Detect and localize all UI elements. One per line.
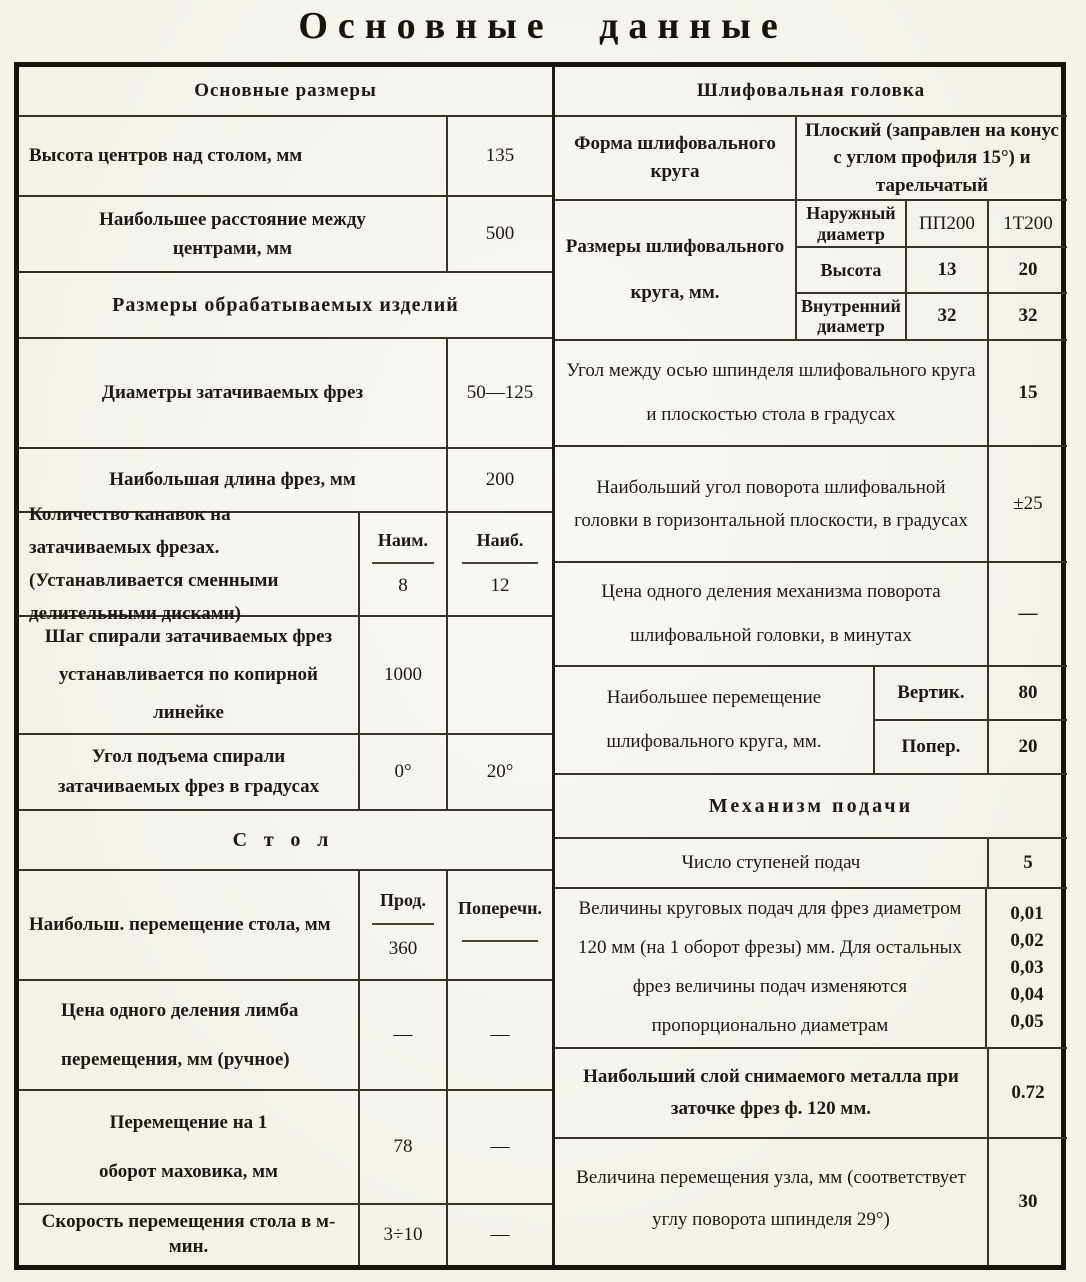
feed-value: 0,05 [1010,1011,1044,1032]
left-section-header: Основные размеры [19,67,552,117]
row-label: Высота центров над столом, мм [29,144,303,166]
subrow-value: 13 [905,248,987,291]
section-title: Размеры обрабатываемых изделий [112,294,459,316]
right-section-header: Шлифовальная головка [555,67,1067,117]
row-column-max [446,513,552,615]
row-value: 135 [446,117,552,195]
table-row [19,1205,552,1265]
right-section [555,67,1067,1265]
table-row [555,1049,1067,1139]
subrow-value: 32 [905,294,987,339]
section-row [555,775,1067,839]
column-value: 20° [446,735,552,809]
row-label: Наибольшее расстояние между центрами, мм [99,208,366,259]
column-value: — [446,1091,552,1203]
column-value [446,617,552,733]
left-section [19,67,555,1265]
column-header: Наим. [377,530,429,551]
row-label: Размеры шлифовального круга, мм. [565,236,785,303]
row-label: Наибольшее перемещение шлифовального круга, мм. [606,687,822,752]
row-value: ±25 [987,447,1067,561]
table-row [555,447,1067,563]
column-header: Прод. [379,889,427,910]
wheel-size-subtable [795,201,1067,339]
column-value: 78 [358,1091,446,1203]
subrow-value: 20 [987,721,1067,773]
row-column-longitudinal [358,871,446,979]
row-label: Количество канавок на затачиваемых фрезах. (Устанавливается сменными делительными дисками) [29,503,279,625]
row-label: Угол между осью шпинделя шлифовального круга и плоскостью стола в градусах [566,360,976,425]
table-row [19,981,552,1091]
row-label: Наибольший угол поворота шлифовальной головки в горизонтальной плоскости, в градусах [574,476,968,531]
column-value: 8 [398,575,408,597]
max-travel-subtable [873,667,1067,773]
table-row [555,889,1067,1049]
row-value: — [987,563,1067,665]
feed-value: 0,01 [1010,903,1044,924]
column-header: Поперечн. [458,898,542,919]
row-value: 15 [987,341,1067,445]
table-row [19,617,552,735]
table-row [555,839,1067,889]
column-value: — [446,981,552,1089]
row-value: 30 [987,1139,1067,1265]
table-row [19,735,552,811]
subrow-label: Вертик. [897,681,965,703]
subrow-label: Высота [820,259,882,280]
subrow-value: 20 [987,248,1067,291]
row-label: Перемещение на 1 оборот маховика, мм [98,1111,278,1182]
row-label: Шаг спирали затачиваемых фрез устанавливается по копирной линейке [44,626,333,723]
feed-value: 0,02 [1010,930,1044,951]
row-value: 0.72 [987,1049,1067,1137]
table-row [19,503,552,625]
column-header: Наиб. [476,530,524,551]
section-title: Механизм подачи [708,795,914,817]
row-label: Диаметры затачиваемых фрез [101,381,364,403]
subrow-label: Попер. [901,735,961,757]
feed-value: 0,04 [1010,984,1044,1005]
column-value: — [446,1205,552,1265]
column-value: 360 [388,937,418,959]
column-divider [462,562,539,564]
section-row [19,811,552,871]
subrow-label: Наружный диаметр [806,203,896,244]
row-value: 5 [987,839,1067,887]
column-divider [372,562,434,564]
row-label: Наибольший слой снимаемого металла при заточке фрез ф. 120 мм. [583,1065,959,1119]
row-value: 200 [446,449,552,511]
row-value: 50—125 [446,339,552,447]
table-row [555,201,1067,341]
subrow-value: ПП200 [905,201,987,246]
subrow-label: Внутренний диаметр [801,295,901,337]
row-label: Наибольшая длина фрез, мм [109,468,356,490]
table-row [555,341,1067,447]
table-row [555,667,1067,775]
subtable-row [797,248,1067,293]
subrow-value: 32 [987,294,1067,339]
row-column-transverse [446,871,552,979]
row-value: Плоский (заправлен на конус с углом профиля 15°) и тарельчатый [795,117,1067,199]
subtable-row [797,201,1067,248]
table-row [19,117,552,197]
row-label: Цена одного деления механизма поворота шлифовальной головки, в минутах [601,581,941,646]
row-label: Наибольш. перемещение стола, мм [29,913,331,935]
column-divider [462,940,539,942]
subrow-value: 1Т200 [987,201,1067,246]
row-label: Величины круговых подач для фрез диаметром 120 мм (на 1 оборот фрезы) мм. Для остальных фрез величины подач изменяются пропорционально диаметрам [578,898,962,1036]
table-row [555,563,1067,667]
table-row [555,1139,1067,1265]
table-row [19,339,552,449]
feed-values-list [985,889,1067,1047]
column-value: — [358,981,446,1089]
row-value: 500 [446,197,552,271]
column-value: 1000 [358,617,446,733]
column-value: 3÷10 [358,1205,446,1265]
row-label: Скорость перемещения стола в м-мин. [41,1211,336,1257]
row-column-min [358,513,446,615]
subtable-row [875,721,1067,773]
feed-value: 0,03 [1010,957,1044,978]
spec-table [14,62,1066,1270]
subtable-row [797,294,1067,339]
row-label: Величина перемещения узла, мм (соответствует углу поворота шпинделя 29°) [576,1167,966,1230]
row-label: Форма шлифовального круга [574,132,776,182]
subrow-value: 80 [987,667,1067,719]
table-row [19,197,552,273]
section-row [19,273,552,339]
column-value: 0° [358,735,446,809]
row-label: Угол подъема спирали затачиваемых фрез в градусах [57,745,320,797]
section-title: Стол [232,829,346,851]
column-divider [372,923,434,925]
table-row [19,1091,552,1205]
table-row [19,871,552,981]
subtable-row [875,667,1067,721]
column-value: 12 [490,575,510,597]
row-label: Число ступеней подач [681,851,861,873]
row-label: Цена одного деления лимба перемещения, мм (ручное) [61,999,299,1070]
page-title: Основные данные [298,5,788,47]
table-row [555,117,1067,201]
